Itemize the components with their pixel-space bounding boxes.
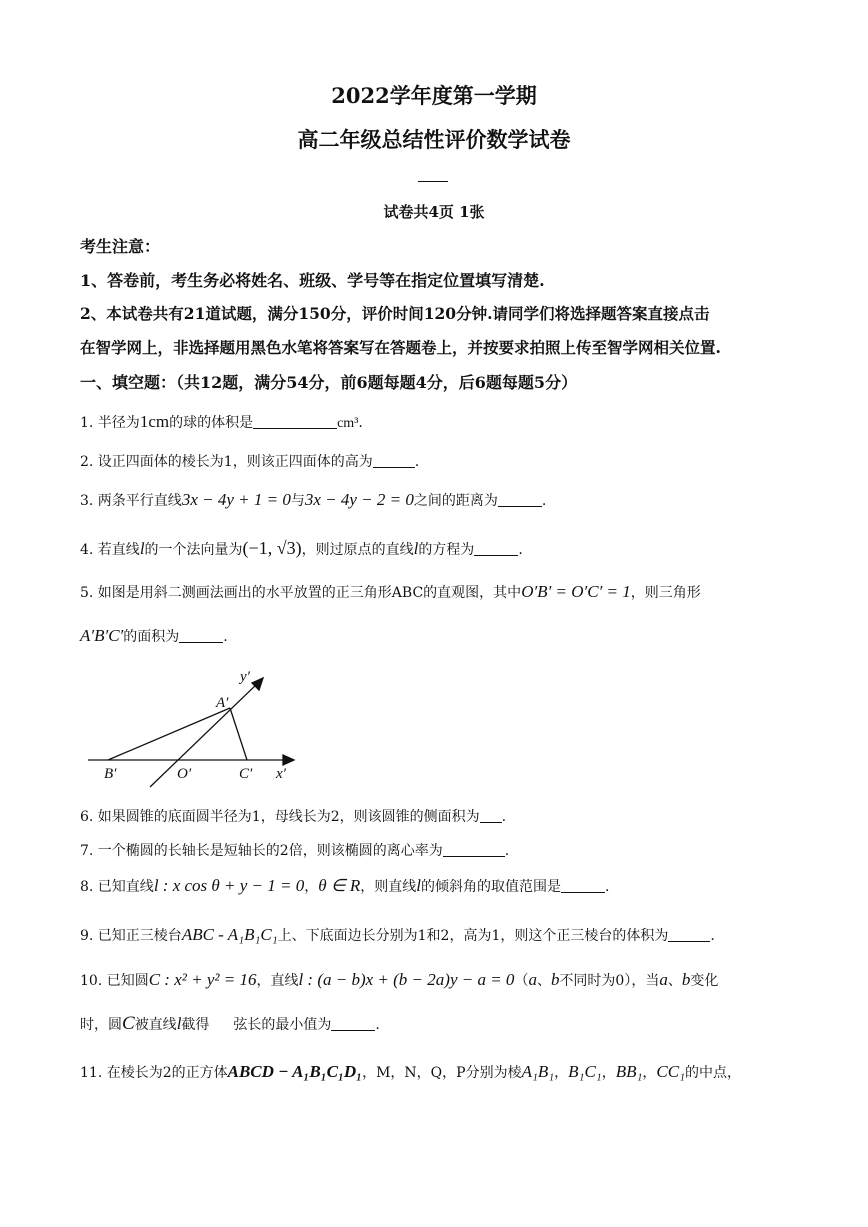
page-info: 试卷共4页 1张 — [383, 203, 485, 221]
title-line-1: 2022学年度第一学期 — [331, 83, 537, 108]
answer-blank[interactable] — [443, 856, 505, 857]
notice-item-1: 1、答卷前，考生务必将姓名、班级、学号等在指定位置填写清楚. — [80, 271, 545, 290]
x-axis-arrow — [283, 755, 294, 765]
answer-blank[interactable] — [480, 822, 502, 823]
question-8: 8. 已知直线l : x cos θ + y − 1 = 0，θ ∈ R，则直线l的倾斜角的取值范围是 . — [80, 876, 610, 895]
section-1-heading: 一、填空题：（共12题，满分54分，前6题每题4分，后6题每题5分） — [80, 373, 578, 392]
answer-blank[interactable] — [498, 506, 542, 507]
y-axis-arrow — [252, 678, 263, 690]
question-6: 6. 如果圆锥的底面圆半径为1，母线长为2，则该圆锥的侧面积为 . — [80, 809, 507, 825]
notice-item-2-line-1: 2、本试卷共有21道试题，满分150分，评价时间120分钟.请同学们将选择题答案直接点击 — [80, 304, 710, 323]
label-a-prime: A′ — [216, 695, 229, 711]
answer-blank[interactable] — [179, 642, 223, 643]
answer-blank[interactable] — [373, 467, 415, 468]
question-10-line-2: 时，圆C被直线l截得 弦长的最小值为 . — [80, 1013, 380, 1034]
label-x-prime: x′ — [276, 766, 286, 782]
answer-blank[interactable] — [253, 428, 337, 429]
question-5: 5. 如图是用斜二测画法画出的水平放置的正三角形ABC的直观图，其中O′B′ = O′C′ = 1，则三角形 — [80, 582, 701, 601]
notice-item-2-line-2: 在智学网上，非选择题用黑色水笔将答案写在答题卷上，并按要求拍照上传至智学网相关位置. — [80, 338, 721, 357]
title-divider — [418, 181, 448, 182]
segment-a-b — [108, 708, 230, 760]
answer-blank[interactable] — [561, 892, 605, 893]
question-3: 3. 两条平行直线3x − 4y + 1 = 0与3x − 4y − 2 = 0之间的距离为 . — [80, 490, 547, 509]
label-c-prime: C′ — [239, 766, 253, 782]
question-2: 2. 设正四面体的棱长为1，则该正四面体的高为 . — [80, 454, 420, 470]
label-o-prime: O′ — [177, 766, 192, 782]
question-11: 11. 在棱长为2的正方体ABCD − A₁B₁C₁D₁，M，N，Q，P分别为棱A₁B₁，B₁C₁，BB₁，CC₁的中点， — [80, 1062, 741, 1081]
question-4: 4. 若直线l的一个法向量为(−1, √3)，则过原点的直线l的方程为 . — [80, 538, 523, 558]
notice-heading: 考生注意： — [80, 237, 161, 256]
oblique-projection-figure — [82, 665, 312, 790]
segment-a-c — [230, 708, 247, 760]
label-b-prime: B′ — [104, 766, 117, 782]
question-9: 9. 已知正三棱台ABC - A₁B₁C₁上、下底面边长分别为1和2，高为1，则这个正三棱台的体积为 . — [80, 925, 715, 944]
question-7: 7. 一个椭圆的长轴长是短轴长的2倍，则该椭圆的离心率为 . — [80, 843, 510, 859]
question-10: 10. 已知圆C : x² + y² = 16，直线l : (a − b)x + (b − 2a)y − a = 0（a、b不同时为0），当a、b变化 — [80, 970, 719, 989]
answer-blank[interactable] — [474, 555, 518, 556]
answer-blank[interactable] — [668, 941, 710, 942]
answer-blank[interactable] — [331, 1030, 375, 1031]
question-5-line-2: A′B′C′的面积为 . — [80, 626, 228, 645]
question-1: 1. 半径为1cm的球的体积是 cm³. — [80, 412, 363, 431]
label-y-prime: y′ — [240, 669, 250, 685]
title-line-2: 高二年级总结性评价数学试卷 — [297, 127, 571, 152]
